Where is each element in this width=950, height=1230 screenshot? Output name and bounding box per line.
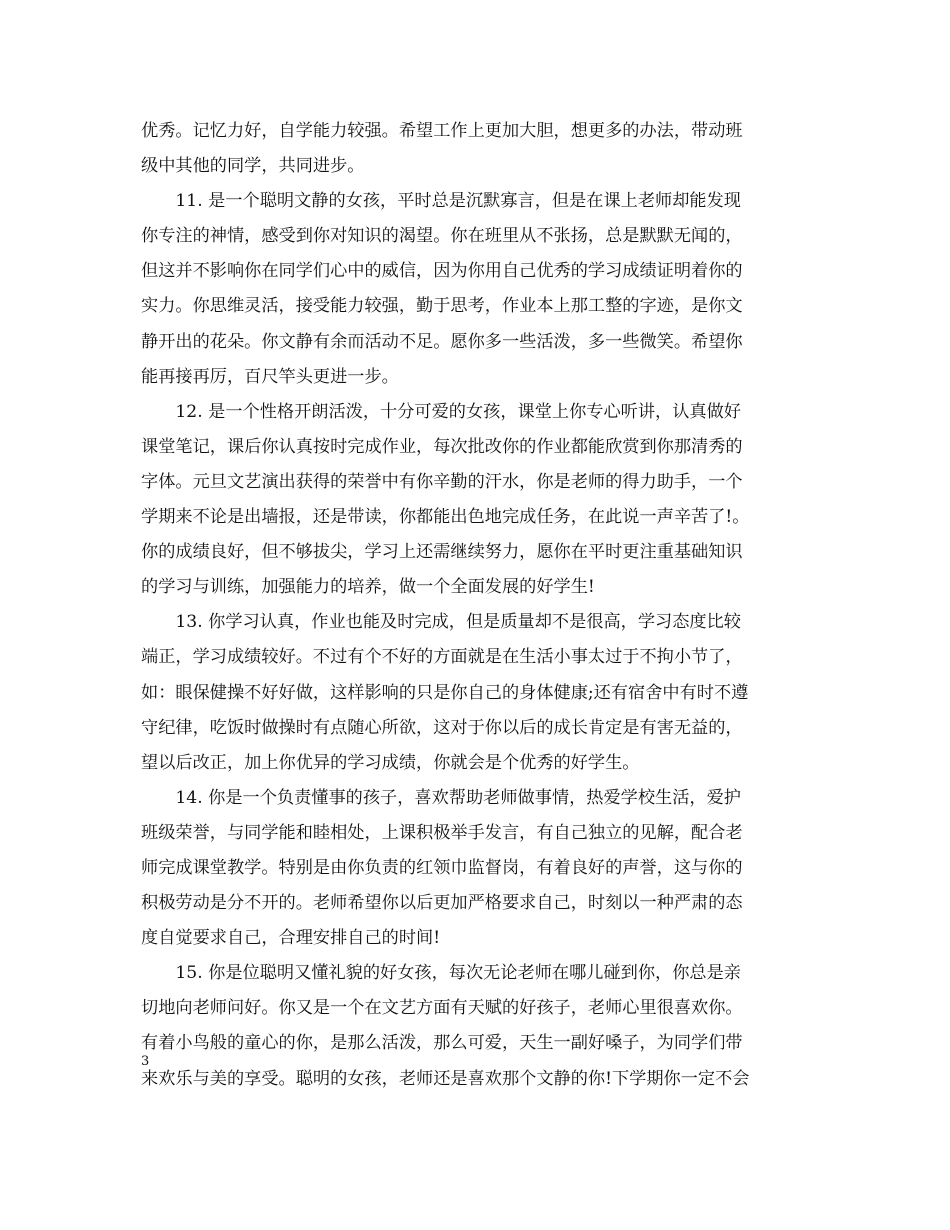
text-line: 望以后改正，加上你优异的学习成绩，你就会是个优秀的好学生。 (141, 752, 640, 773)
text-line: 课堂笔记，课后你认真按时完成作业，每次批改你的作业都能欣赏到你那清秀的 (141, 436, 743, 457)
text-line: 优秀。记忆力好，自学能力较强。希望工作上更加大胆，想更多的办法，带动班 (141, 121, 743, 141)
text-line: 的学习与训练，加强能力的培养，做一个全面发展的好学生! (141, 577, 595, 598)
text-line: 班级荣誉，与同学能和睦相处，上课积极举手发言，有自己独立的见解，配合老 (141, 822, 743, 843)
text-line: 13. 你学习认真，作业也能及时完成，但是质量却不是很高，学习态度比较 (141, 612, 741, 633)
body-text (141, 114, 810, 1097)
text-line: 学期来不论是出墙报，还是带读，你都能出色地完成任务，在此说一声辛苦了!。 (141, 507, 750, 528)
text-line: 度自觉要求自己，合理安排自己的时间! (141, 928, 441, 949)
text-line: 师完成课堂教学。特别是由你负责的红领巾监督岗，有着良好的声誉，这与你的 (141, 857, 743, 878)
text-line: 实力。你思维灵活，接受能力较强，勤于思考，作业本上那工整的字迹，是你文 (141, 296, 743, 317)
text-line: 级中其他的同学，共同进步。 (141, 156, 365, 177)
text-line: 如：眼保健操不好好做，这样影响的只是你自己的身体健康;还有宿舍中有时不遵 (141, 682, 749, 703)
text-line: 端正，学习成绩较好。不过有个不好的方面就是在生活小事太过于不拘小节了， (141, 647, 743, 668)
text-line: 你的成绩良好，但不够拔尖，学习上还需继续努力，愿你在平时更注重基础知识 (141, 542, 743, 563)
text-line: 积极劳动是分不开的。老师希望你以后更加严格要求自己，时刻以一种严肃的态 (141, 893, 743, 914)
text-line: 来欢乐与美的享受。聪明的女孩，老师还是喜欢那个文静的你!下学期你一定不会 (141, 1068, 750, 1089)
page-number: 3 (141, 1054, 150, 1069)
text-line: 有着小鸟般的童心的你，是那么活泼，那么可爱，天生一副好嗓子，为同学们带 (141, 1033, 743, 1054)
text-line: 但这并不影响你在同学们心中的威信，因为你用自己优秀的学习成绩证明着你的 (141, 261, 743, 282)
text-line: 15. 你是位聪明又懂礼貌的好女孩，每次无论老师在哪儿碰到你，你总是亲 (141, 963, 741, 984)
text-line: 切地向老师问好。你又是一个在文艺方面有天赋的好孩子，老师心里很喜欢你。 (141, 998, 743, 1019)
text-line: 12. 是一个性格开朗活泼，十分可爱的女孩，课堂上你专心听讲，认真做好 (141, 401, 741, 422)
text-line: 静开出的花朵。你文静有余而活动不足。愿你多一些活泼，多一些微笑。希望你 (141, 331, 743, 352)
text-line: 14. 你是一个负责懂事的孩子，喜欢帮助老师做事情，热爱学校生活，爱护 (141, 787, 741, 808)
text-line: 守纪律，吃饭时做操时有点随心所欲，这对于你以后的成长肯定是有害无益的， (141, 717, 743, 738)
text-line: 字体。元旦文艺演出获得的荣誉中有你辛勤的汗水，你是老师的得力助手，一个 (141, 471, 743, 492)
text-line: 11. 是一个聪明文静的女孩，平时总是沉默寡言，但是在课上老师却能发现 (141, 191, 741, 212)
text-line: 能再接再厉，百尺竿头更进一步。 (141, 366, 399, 387)
text-line: 你专注的神情，感受到你对知识的渴望。你在班里从不张扬，总是默默无闻的， (141, 226, 743, 247)
